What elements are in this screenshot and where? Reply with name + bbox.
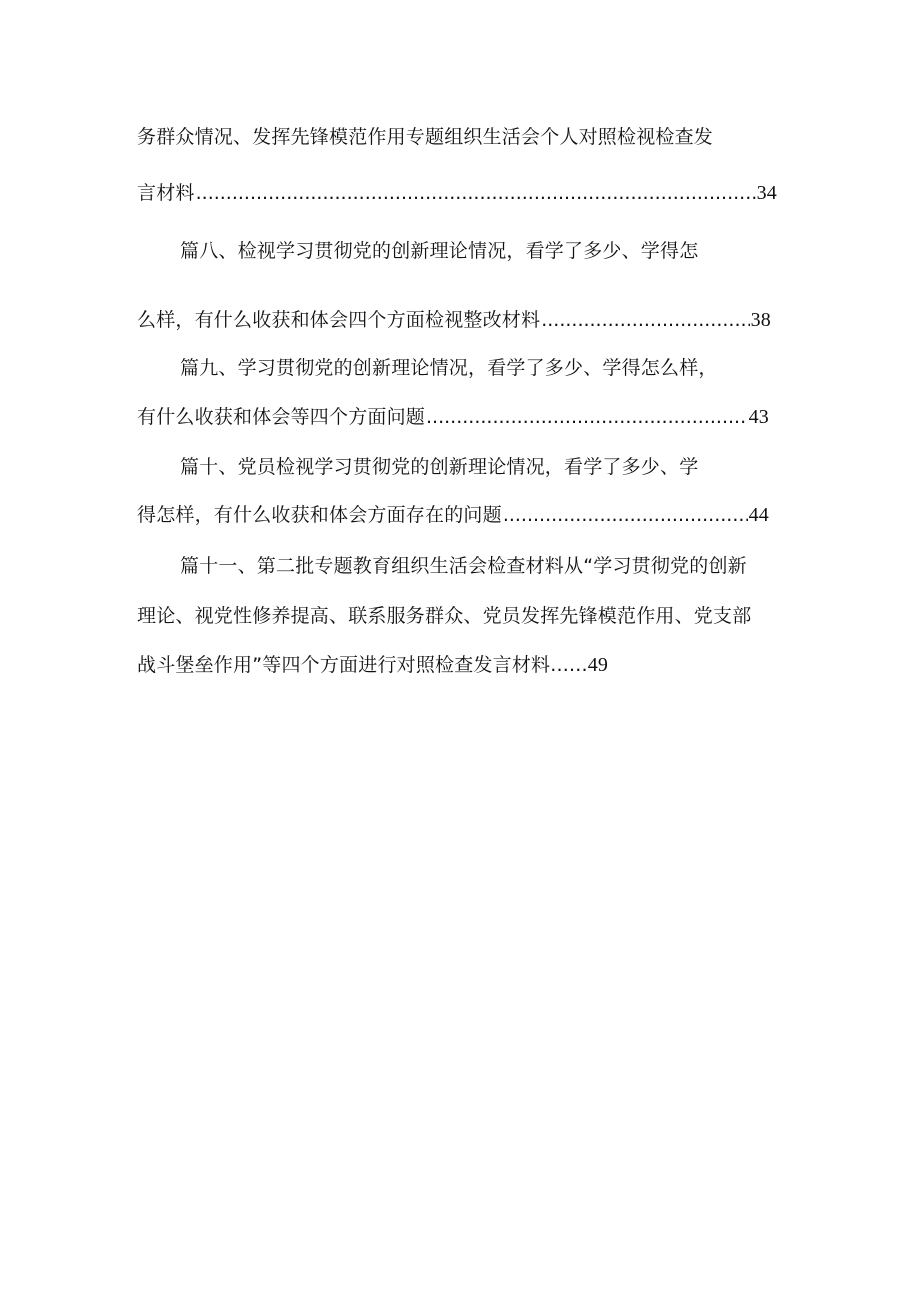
toc-leader-dots xyxy=(503,502,748,528)
toc-entry-line: 务群众情况、发挥先锋模范作用专题组织生活会个人对照检视检查发 xyxy=(137,126,714,148)
toc-entry-title-tail: 有什么收获和体会等四个方面问题 xyxy=(137,406,426,428)
toc-entry-line: 篇十一、第二批专题教育组织生活会检查材料从“学习贯彻党的创新 xyxy=(180,555,747,577)
toc-entry-line: 篇十、党员检视学习贯彻党的创新理论情况，看学了多少、学 xyxy=(180,456,699,478)
toc-entry-last-line[interactable] xyxy=(137,652,608,678)
toc-page-number: 49 xyxy=(587,654,609,676)
toc-entry-line: 篇八、检视学习贯彻党的创新理论情况，看学了多少、学得怎 xyxy=(180,240,699,262)
toc-page-number: 34 xyxy=(756,182,777,204)
toc-page-number: 43 xyxy=(748,406,769,428)
toc-leader-dots xyxy=(541,307,749,333)
toc-entry-last-line[interactable] xyxy=(137,404,769,430)
toc-entry-title-tail: 言材料 xyxy=(137,182,195,204)
toc-entry-line: 理论、视党性修养提高、联系服务群众、党员发挥先锋模范作用、党支部 xyxy=(137,605,752,627)
toc-page-number: 38 xyxy=(750,309,771,331)
toc-leader-dots xyxy=(426,404,748,430)
toc-entry-title-tail: 么样，有什么收获和体会四个方面检视整改材料 xyxy=(137,309,541,331)
toc-entry-last-line[interactable] xyxy=(137,502,769,528)
toc-entry-title-tail: 战斗堡垒作用”等四个方面进行对照检查发言材料...... xyxy=(137,654,588,676)
toc-entry-last-line[interactable] xyxy=(137,180,777,206)
toc-entry-line: 篇九、学习贯彻党的创新理论情况，看学了多少、学得怎么样， xyxy=(180,357,718,379)
toc-leader-dots xyxy=(196,180,756,206)
toc-page-number: 44 xyxy=(748,504,769,526)
toc-entry-last-line[interactable] xyxy=(137,307,771,333)
toc-entry-title-tail: 得怎样，有什么收获和体会方面存在的问题 xyxy=(137,504,502,526)
